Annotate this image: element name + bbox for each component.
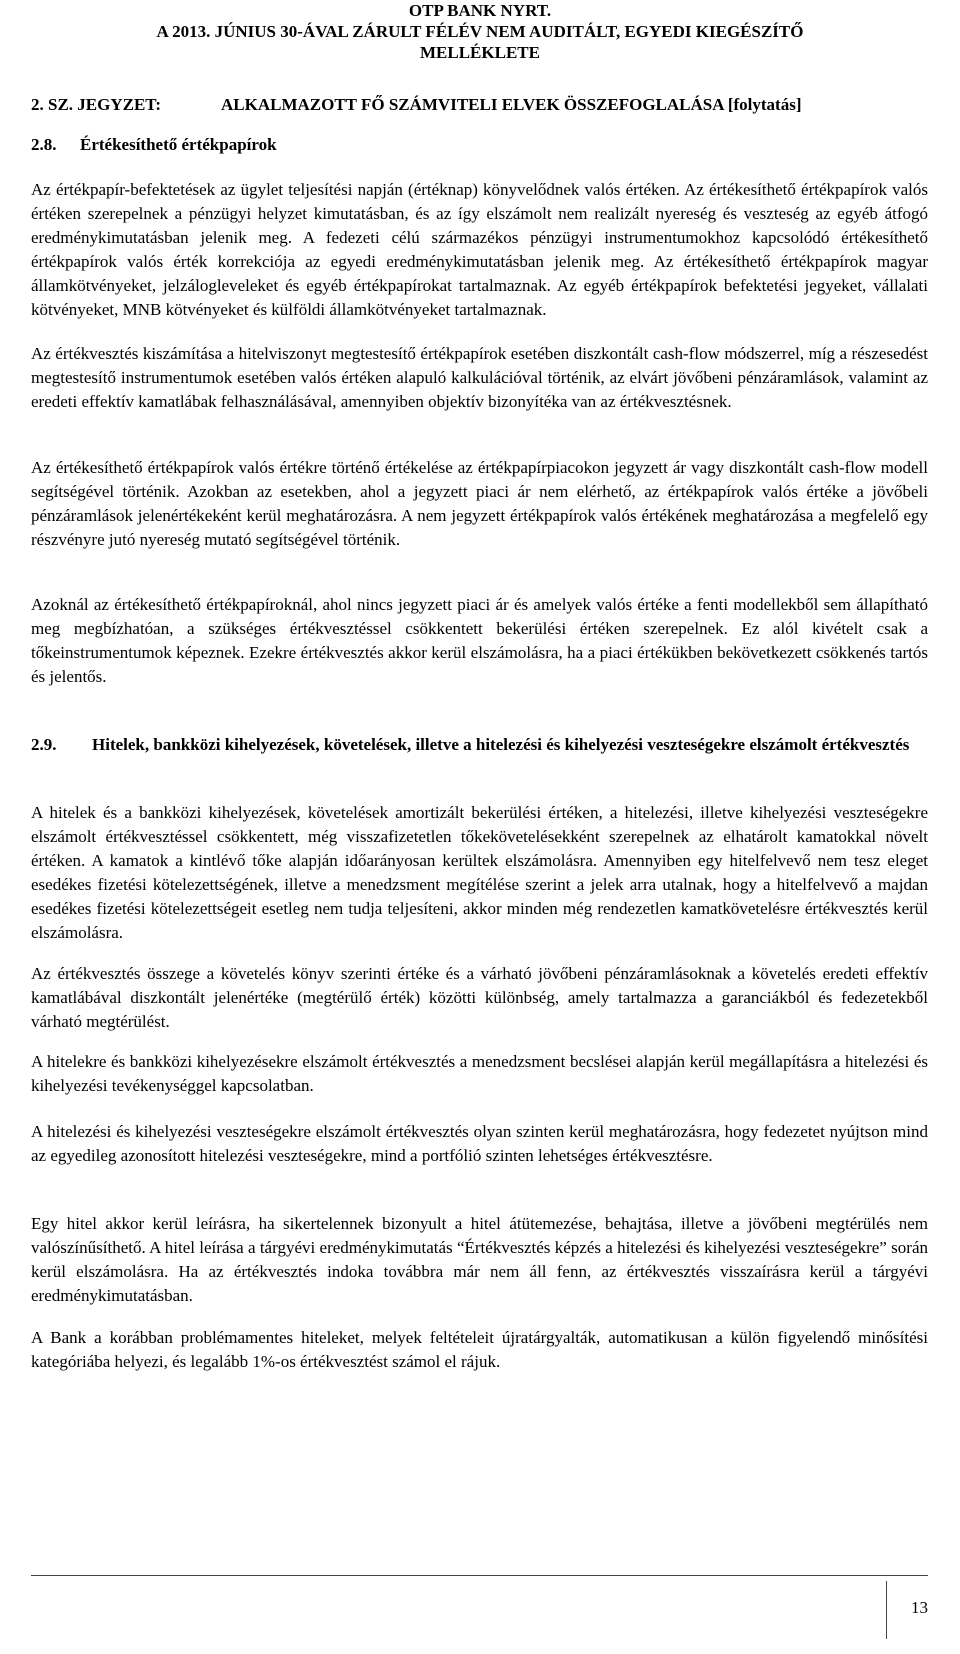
page-header <box>0 0 960 63</box>
paragraph: Az értékvesztés kiszámítása a hitelviszonyt megtestesítő értékpapírok esetében diszkontált cash-flow módszerrel, míg a részesedést megtestesítő instrumentumok esetében valós értéken alapuló kalkulációval történik, az elvárt jövőbeni pénzáramlások, valamint az eredeti effektív kamatlábak felhasználásával, amennyiben objektív bizonyítéka van az értékvesztésnek. <box>31 344 928 411</box>
paragraph: Az értékpapír-befektetések az ügylet teljesítési napján (értéknap) könyvelődnek valós értéken. Az értékesíthető értékpapírok valós értéken szerepelnek a pénzügyi helyzet kimutatásban, és az így elszámolt nem realizált nyereség és veszteség az egyéb átfogó eredménykimutatásban jelenik meg. A fedezeti célú származékos pénzügyi instrumentumokhoz kapcsolódó értékesíthető értékpapírok valós érték korrekciója az egyedi eredménykimutatásban jelenik meg. Az értékesíthető értékpapírok magyar államkötvényeket, jelzálogleveleket és egyéb értékpapírokat tartalmaznak. Az egyéb értékpapírok befektetési jegyeket, vállalati kötvényeket, MNB kötvényeket és külföldi államkötvényeket tartalmaznak. <box>31 180 928 319</box>
report-title-cont: MELLÉKLETE <box>420 43 540 62</box>
section-title: Értékesíthető értékpapírok <box>80 135 277 154</box>
paragraph: A hitelek és a bankközi kihelyezések, követelések amortizált bekerülési értéken, a hitelezési, illetve kihelyezési veszteségekre elszámolt értékvesztéssel csökkentett, még visszafizetetlen tőkekövetelésekként szerepelnek az elhatárolt kamatokkal növelt értéken. A kamatok a kintlévő tőke alapján időarányosan kerültek elszámolásra. Amennyiben egy hitelfelvevő nem tesz eleget esedékes fizetési kötelezettségének, illetve a menedzsment megítélése szerint a jelek arra utalnak, hogy a hitelfelvevő a majdan esedékes fizetési kötelezettségeit esetleg nem tudja teljesíteni, akkor minden még rendezetlen kamatkövetelésre értékvesztés kerül elszámolásra. <box>31 803 928 942</box>
page-number: 13 <box>911 1598 928 1617</box>
paragraph: A hitelezési és kihelyezési veszteségekre elszámolt értékvesztés olyan szinten kerül meghatározásra, hogy fedezetet nyújtson mind az egyedileg azonosított hitelezési veszteségekre, mind a portfólió szinten lehetséges értékvesztésre. <box>31 1122 928 1165</box>
paragraph: A hitelekre és bankközi kihelyezésekre elszámolt értékvesztés a menedzsment becslései alapján kerül megállapításra a hitelezési és kihelyezési tevékenységgel kapcsolatban. <box>31 1052 928 1095</box>
note-number: 2. SZ. JEGYZET: <box>31 95 162 114</box>
company-name: OTP BANK NYRT. <box>408 1 552 20</box>
section-number: 2.8. <box>31 135 57 154</box>
section-title: Hitelek, bankközi kihelyezések, követelések, illetve a hitelezési és kihelyezési veszteségekre elszámolt értékvesztés <box>92 735 910 754</box>
paragraph: A Bank a korábban problémamentes hiteleket, melyek feltételeit újratárgyalták, automatikusan a külön figyelendő minősítési kategóriába helyezi, és legalább 1%-os értékvesztést számol el rájuk. <box>31 1328 928 1371</box>
paragraph: Egy hitel akkor kerül leírásra, ha sikertelennek bizonyult a hitel átütemezése, behajtása, illetve a jövőbeni megtérülés nem valószínűsíthető. A hitel leírása a tárgyévi eredménykimutatás “Értékvesztés képzés a hitelezési és kihelyezési veszteségekre” során kerül elszámolásra. Ha az értékvesztés indoka továbbra már nem áll fenn, az értékvesztés visszaírásra kerül a tárgyévi eredménykimutatásban. <box>31 1214 928 1305</box>
footer-divider-vertical <box>886 1581 887 1639</box>
paragraph: Az értékesíthető értékpapírok valós értékre történő értékelése az értékpapírpiacokon jegyzett ár vagy diszkontált cash-flow modell segítségével történik. Azokban az esetekben, ahol a jegyzett piaci ár nem elérhető, az értékpapírok valós értéke a jövőbeli pénzáramlások jelenértékeként kerül meghatározásra. A nem jegyzett értékpapírok valós értékének meghatározása a megfelelő egy részvényre jutó nyereség mutató segítségével történik. <box>31 458 928 549</box>
section-number: 2.9. <box>31 735 57 754</box>
paragraph: Az értékvesztés összege a követelés könyv szerinti értéke és a várható jövőbeni pénzáramlásoknak a követelés eredeti effektív kamatlábával diszkontált jelenértéke (megtérülő érték) közötti különbség, amely tartalmazza a garanciákból és fedezetekből várható megtérülést. <box>31 964 928 1031</box>
footer-divider <box>31 1575 928 1576</box>
paragraph: Azoknál az értékesíthető értékpapíroknál, ahol nincs jegyzett piaci ár és amelyek valós értéke a fenti modellekből sem állapítható meg megbízhatóan, a szükséges értékvesztéssel csökkentett bekerülési értéken szerepelnek. Ez alól kivételt csak a tőkeinstrumentumok képeznek. Ezekre értékvesztés akkor kerül elszámolásra, ha a piaci értékükben bekövetkezett csökkenés tartós és jelentős. <box>31 595 928 686</box>
report-title: A 2013. JÚNIUS 30-ÁVAL ZÁRULT FÉLÉV NEM AUDITÁLT, EGYEDI KIEGÉSZÍTŐ <box>156 22 804 41</box>
note-heading: ALKALMAZOTT FŐ SZÁMVITELI ELVEK ÖSSZEFOGLALÁSA [folytatás] <box>221 95 802 114</box>
